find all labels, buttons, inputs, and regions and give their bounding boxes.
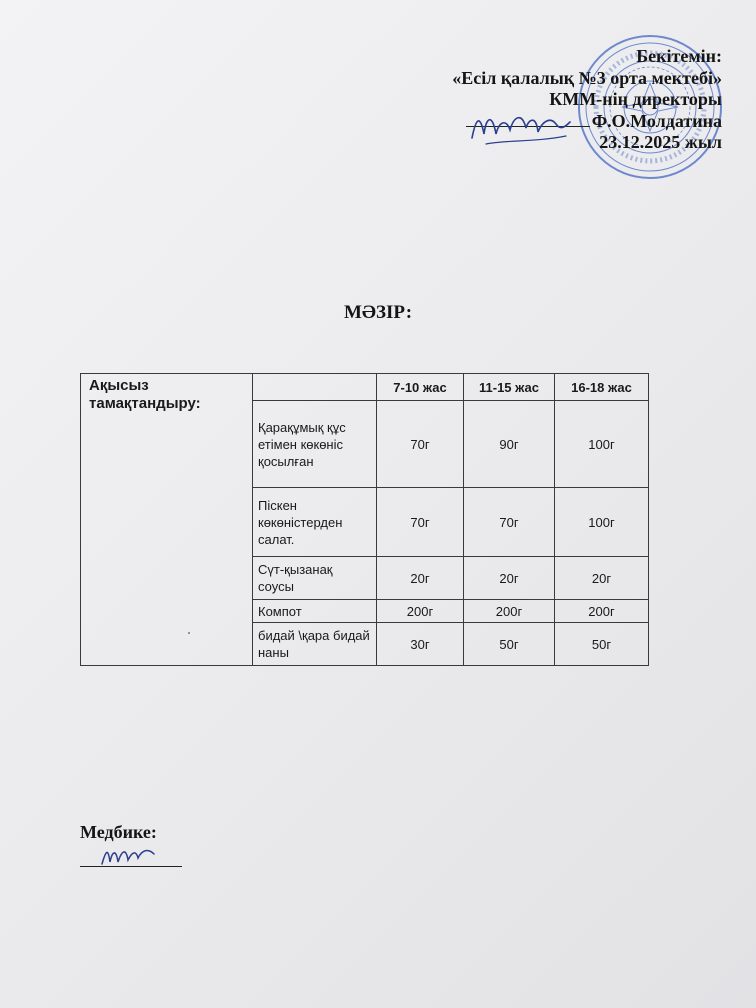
portion-16-18: 20г [555,557,649,600]
portion-16-18: 50г [555,623,649,666]
nurse-signature-line [80,866,182,867]
portion-7-10: 70г [377,488,464,557]
portion-7-10: 70г [377,401,464,488]
dish-name: Сүт-қызанақ соусы [253,557,377,600]
dish-name: бидай \қара бидай наны [253,623,377,666]
portion-11-15: 200г [464,600,555,623]
empty-header-cell [253,374,377,401]
age-header-16-18: 16-18 жас [555,374,649,401]
age-header-7-10: 7-10 жас [377,374,464,401]
age-header-11-15: 11-15 жас [464,374,555,401]
school-name: «Есіл қалалық №3 орта мектебі» [452,67,722,88]
portion-7-10: 20г [377,557,464,600]
portion-7-10: 200г [377,600,464,623]
table-header-row [81,374,649,401]
director-signature-icon [466,104,574,150]
portion-16-18: 100г [555,401,649,488]
nurse-label: Медбике: [80,822,157,842]
dish-name: Піскен көкөністерден салат. [253,488,377,557]
dish-name: Компот [253,600,377,623]
approval-date: 23.12.2025 жыл [599,132,722,152]
director-position: КММ-нің директоры [549,89,722,109]
approval-label: Бекітемін: [636,46,722,66]
portion-7-10: 30г [377,623,464,666]
portion-11-15: 20г [464,557,555,600]
paper-speck [188,632,190,634]
menu-table [80,373,649,666]
portion-11-15: 90г [464,401,555,488]
portion-11-15: 70г [464,488,555,557]
portion-16-18: 200г [555,600,649,623]
portion-16-18: 100г [555,488,649,557]
free-meals-label: Ақысыз тамақтандыру: [81,374,253,666]
dish-name: Қарақұмық құс етімен көкөніс қосылған [253,401,377,488]
portion-11-15: 50г [464,623,555,666]
director-name: Ф.О.Молдатина [591,110,722,131]
page-title: МӘЗІР: [343,302,413,323]
